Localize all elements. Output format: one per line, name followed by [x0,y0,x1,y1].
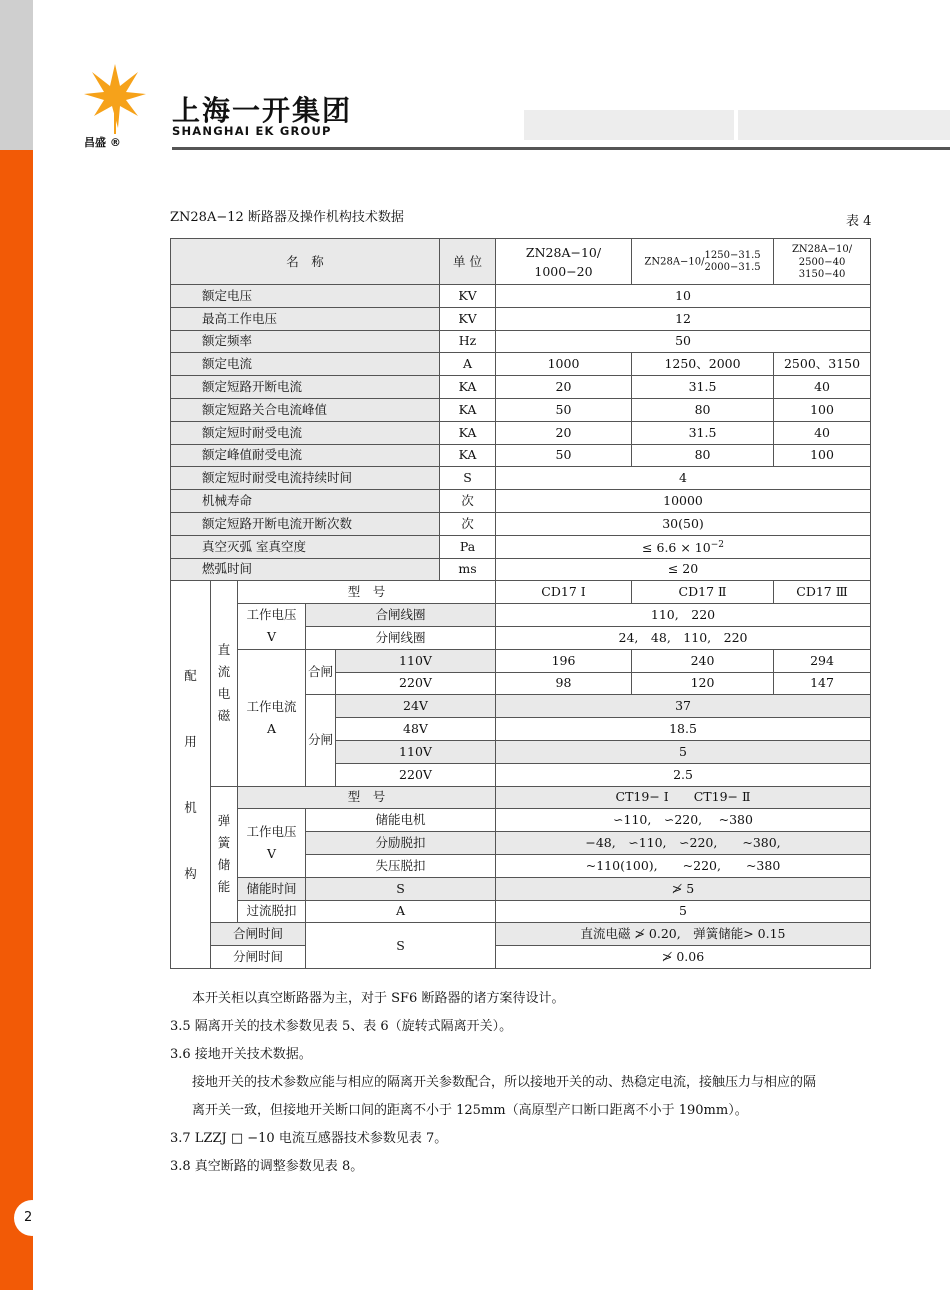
row-value: 40 [774,376,871,399]
open-time-value: ≯ 0.06 [496,946,871,969]
work-current-label [238,649,306,786]
overcur-label: 过流脱扣 [238,900,306,923]
mech-char: 配 [184,667,197,683]
row-value: 12 [496,307,871,330]
header-decor-box [738,110,950,140]
col-header-model3 [774,239,871,285]
note-line: 3.5 隔离开关的技术参数见表 5、表 6（旋转式隔离开关）。 [170,1019,513,1034]
close-label: 合闸 [306,649,336,695]
row-name: 额定短路开断电流开断次数 [171,512,440,535]
row-unit: KV [440,285,496,308]
row-value: 1250、2000 [632,353,774,376]
row-name: 机械寿命 [171,490,440,513]
table-row [171,330,871,353]
row-name: 真空灭弧 室真空度 [171,535,440,558]
spring-label [211,786,238,923]
uv-value: ~110(100), ~220, ~380 [496,854,871,877]
note-line: 离开关一致，但接地开关断口间的距离不小于 125mm（高原型产口断口距离不小于 190mm）。 [192,1103,748,1118]
model2-bottom: 2000−31.5 [704,261,761,273]
voltage-label: 24V [336,695,496,718]
current-value: 18.5 [496,718,871,741]
row-unit: S [440,467,496,490]
row-value: 80 [632,398,774,421]
open-time-label: 分闸时间 [211,946,306,969]
row-unit: ms [440,558,496,581]
model1-line1: ZN28A−10/ [525,244,602,260]
row-name: 额定短路关合电流峰值 [171,398,440,421]
row-value: 30(50) [496,512,871,535]
model3-bottom: 3150−40 [798,268,846,280]
row-unit: Hz [440,330,496,353]
row-value: 31.5 [632,376,774,399]
spring-char: 弹 [217,813,231,829]
current-value: 5 [496,740,871,763]
sidebar-gray-band [0,0,33,150]
row-value: 80 [632,444,774,467]
voltage-label: 110V [336,649,496,672]
mech-char: 用 [184,733,197,749]
current-value: 98 [496,672,632,695]
work-current-text: 工作电流 [246,698,297,714]
row-value: 31.5 [632,421,774,444]
row-value: 100 [774,444,871,467]
row-value: 100 [774,398,871,421]
current-value: 240 [632,649,774,672]
note-line: 3.7 LZZJ □ −10 电流互感器技术参数见表 7。 [170,1131,448,1146]
dc-char: 电 [217,686,231,702]
shunt-value: −48, ∽110, ∽220, ~380, [496,832,871,855]
vacuum-value: ≤ 6.6 × 10 [642,540,711,556]
uv-label: 失压脱扣 [306,854,496,877]
work-voltage-label [238,604,306,650]
current-value: 120 [632,672,774,695]
close-coil-value: 110, 220 [496,604,871,627]
row-name: 额定峰值耐受电流 [171,444,440,467]
time-unit: S [306,923,496,969]
current-value: 147 [774,672,871,695]
dc-char: 磁 [217,708,231,724]
spring-char: 簧 [217,835,231,851]
current-value: 196 [496,649,632,672]
overcur-unit: A [306,900,496,923]
type-label: 型 号 [238,581,496,604]
table-row [171,307,871,330]
row-name: 最高工作电压 [171,307,440,330]
type-label: 型 号 [238,786,496,809]
close-coil-label: 合闸线圈 [306,604,496,627]
row-value: 10000 [496,490,871,513]
header-decor-box [524,110,734,140]
table-row [171,353,871,376]
page-number: 2 [14,1200,50,1236]
mech-row [171,604,871,627]
row-value: 50 [496,444,632,467]
mech-row [171,809,871,832]
spec-table [170,238,871,969]
voltage-label: 110V [336,740,496,763]
row-value: 1000 [496,353,632,376]
brand-english: SHANGHAI EK GROUP [172,124,332,138]
note-line: 接地开关的技术参数应能与相应的隔离开关参数配合，所以接地开关的动、热稳定电流，接触压力与相应的隔 [192,1075,817,1090]
logo-caption: 昌盛 ® [84,136,121,149]
store-time-value: ≯ 5 [496,877,871,900]
vacuum-exponent: −2 [710,540,724,551]
close-time-value: 直流电磁 ≯ 0.20, 弹簧储能> 0.15 [496,923,871,946]
mech-row [171,900,871,923]
table-row [171,421,871,444]
row-unit: KA [440,376,496,399]
table-row [171,490,871,513]
row-value: 10 [496,285,871,308]
model3-top: 2500−40 [798,256,846,268]
spring-char: 储 [217,857,231,873]
brand [172,96,352,138]
row-value: 40 [774,421,871,444]
shunt-label: 分励脱扣 [306,832,496,855]
spring-type-value: CT19− Ⅰ CT19− Ⅱ [496,786,871,809]
col-header-name: 名 称 [171,239,440,285]
type-value: CD17 Ⅲ [774,581,871,604]
col-header-model2 [632,239,774,285]
overcur-value: 5 [496,900,871,923]
model3-prefix: ZN28A−10/ [791,243,853,255]
close-time-label: 合闸时间 [211,923,306,946]
col-header-model1 [496,239,632,285]
table-row [171,512,871,535]
unit-a: A [266,720,277,736]
model2-top: 1250−31.5 [704,249,761,261]
work-voltage-text: 工作电压 [246,607,297,623]
motor-value: ∽110, ∽220, ~380 [496,809,871,832]
table-number: 表 4 [846,214,872,229]
model1-line2: 1000−20 [534,263,593,279]
sidebar-orange-band [0,150,33,1290]
header-rule [172,147,950,150]
col-header-unit: 单 位 [440,239,496,285]
mech-row [171,923,871,946]
row-value: 50 [496,330,871,353]
row-value: 4 [496,467,871,490]
row-unit: KV [440,307,496,330]
row-value: ≤ 20 [496,558,871,581]
row-unit: KA [440,444,496,467]
notes [170,985,870,1181]
note-line: 3.6 接地开关技术数据。 [170,1047,312,1062]
table-row [171,535,871,558]
dc-label [211,581,238,786]
open-coil-label: 分闸线圈 [306,626,496,649]
store-time-label: 储能时间 [238,877,306,900]
mech-row [171,786,871,809]
row-unit: KA [440,421,496,444]
mech-label [171,581,211,969]
dc-char: 直 [217,642,231,658]
row-unit: 次 [440,490,496,513]
row-name: 额定短时耐受电流 [171,421,440,444]
row-unit: KA [440,398,496,421]
mech-row-type [171,581,871,604]
current-value: 2.5 [496,763,871,786]
open-label: 分闸 [306,695,336,786]
type-value: CD17 Ⅰ [496,581,632,604]
row-unit: A [440,353,496,376]
row-unit: 次 [440,512,496,535]
row-name: 燃弧时间 [171,558,440,581]
row-value: 20 [496,376,632,399]
mech-char: 机 [184,799,197,815]
voltage-label: 48V [336,718,496,741]
note-line: 3.8 真空断路的调整参数见表 8。 [170,1159,364,1174]
open-coil-value: 24, 48, 110, 220 [496,626,871,649]
table-row [171,285,871,308]
note-line: 本开关柜以真空断路器为主，对于 SF6 断路器的诸方案待设计。 [192,991,565,1006]
work-voltage-text: 工作电压 [246,824,297,840]
table-row [171,398,871,421]
table-row [171,467,871,490]
row-name: 额定短时耐受电流持续时间 [171,467,440,490]
table-caption: ZN28A−12 断路器及操作机构技术数据 [170,210,404,225]
row-name: 额定电压 [171,285,440,308]
mech-row [171,649,871,672]
row-value: 50 [496,398,632,421]
table-row [171,444,871,467]
row-unit: Pa [440,535,496,558]
table-header-row [171,239,871,285]
mech-row [171,946,871,969]
row-value: 20 [496,421,632,444]
type-value: CD17 Ⅱ [632,581,774,604]
current-value: 37 [496,695,871,718]
store-time-unit: S [306,877,496,900]
unit-v: V [266,629,277,645]
brand-chinese: 上海一开集团 [172,94,353,127]
row-name: 额定频率 [171,330,440,353]
maple-leaf-logo-icon [82,62,148,136]
mech-char: 构 [184,865,197,881]
row-name: 额定电流 [171,353,440,376]
mech-row [171,877,871,900]
work-voltage-label [238,809,306,877]
row-name: 额定短路开断电流 [171,376,440,399]
table-row [171,376,871,399]
dc-char: 流 [217,664,231,680]
model2-prefix: ZN28A−10/ [644,256,705,267]
table-row [171,558,871,581]
voltage-label: 220V [336,672,496,695]
voltage-label: 220V [336,763,496,786]
spring-char: 能 [217,879,231,895]
unit-v: V [266,846,277,862]
current-value: 294 [774,649,871,672]
row-value [496,535,871,558]
motor-label: 储能电机 [306,809,496,832]
row-value: 2500、3150 [774,353,871,376]
